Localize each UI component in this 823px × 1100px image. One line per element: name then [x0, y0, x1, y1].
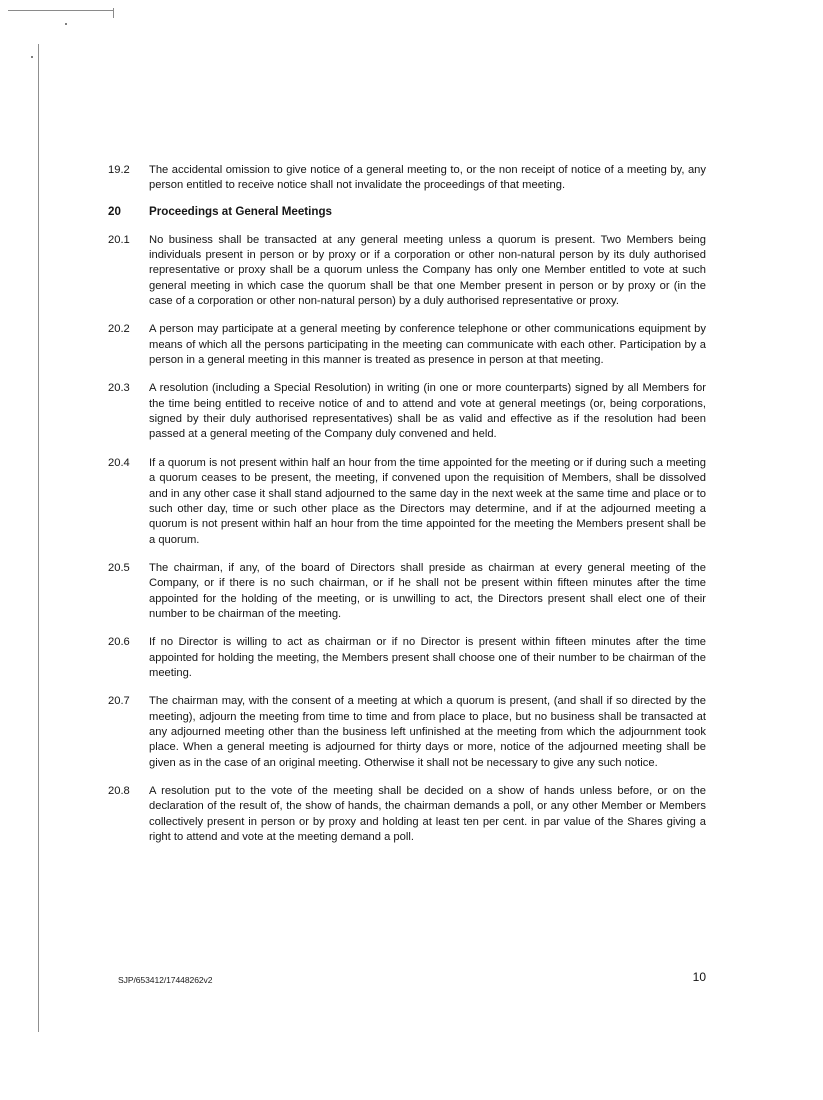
clause-text: The accidental omission to give notice of a general meeting to, or the non receipt of notice of a meeting by, any person entitled to receive notice shall not invalidate the proceedings of that meeting.: [149, 164, 706, 192]
clause-20-4: [108, 456, 706, 548]
scan-speck: [31, 56, 33, 58]
clause-number: 20.3: [108, 382, 130, 395]
section-title: Proceedings at General Meetings: [149, 204, 332, 218]
clause-text: If no Director is willing to act as chairman or if no Director is present within fifteen minutes after the time appointed for holding the meeting, the Members present shall choose one of their number to be chairman of the meeting.: [149, 636, 706, 679]
clause-text: A resolution (including a Special Resolution) in writing (in one or more counterparts) signed by all Members for the time being entitled to receive notice of and to attend and vote at general meetings (or, being corporations, signed by their duly authorised representatives) shall be as valid and effective as if the resolution had been passed at a general meeting of the Company duly convened and held.: [149, 382, 706, 441]
clause-text: No business shall be transacted at any general meeting unless a quorum is present. Two Members being individuals present in person or by proxy or if a corporation or other non-natural person by its duly authorised representative or proxy shall be a quorum unless the Company has only one Member entitled to vote at such general meeting in which case the quorum shall be that one Member present in person or by proxy or (in the case of a corporation or other non-natural person) by a duly authorised representative or proxy.: [149, 233, 706, 308]
clause-number: 19.2: [108, 164, 130, 176]
document-page: [108, 163, 706, 858]
clause-20-1: [108, 233, 706, 310]
clause-number: 20.2: [108, 323, 130, 336]
scan-edge-line: [8, 10, 114, 11]
clause-20-6: [108, 635, 706, 681]
clause-text: A resolution put to the vote of the meeting shall be decided on a show of hands unless before, or on the declaration of the result of, the show of hands, the chairman demands a poll, or any other Member or Members collectively present in person or by proxy and holding at least ten per cent. in par value of the Shares giving a right to attend and vote at the meeting demand a poll.: [149, 785, 706, 844]
page-number: 10: [692, 970, 706, 984]
clause-number: 20.5: [108, 561, 130, 574]
clause-20-8: [108, 784, 706, 845]
clause-text: The chairman may, with the consent of a meeting at which a quorum is present, (and shall if so directed by the meeting), adjourn the meeting from time to time and from place to place, but no business shall be transacted at any adjourned meeting other than the business left unfinished at the meeting from which the adjournment took place. When a general meeting is adjourned for thirty days or more, notice of the adjourned meeting shall be given as in the case of an original meeting. Otherwise it shall not be necessary to give any such notice.: [149, 695, 706, 769]
scan-speck: [65, 23, 67, 25]
clause-number: 20.1: [108, 233, 130, 246]
clause-number: 20.7: [108, 695, 130, 708]
clause-19-2: [108, 163, 706, 194]
clause-text: A person may participate at a general meeting by conference telephone or other communications equipment by means of which all the persons participating in the meeting can communicate with each other. Participation by a person in a general meeting in this manner is treated as presence in person at that meeting.: [149, 323, 706, 367]
clause-20-5: [108, 561, 706, 622]
scan-edge-tick: [113, 8, 114, 18]
clause-20-3: [108, 381, 706, 442]
section-heading: [108, 204, 706, 219]
clause-20-2: [108, 322, 706, 368]
scan-margin-line: [38, 44, 39, 1032]
clause-number: 20.6: [108, 636, 130, 649]
clause-text: If a quorum is not present within half an hour from the time appointed for the meeting or if during such a meeting a quorum ceases to be present, the meeting, if convened upon the requisition of Members, shall be dissolved and in any other case it shall stand adjourned to the same day in the next week at the same time and place or to such other day, time or such other place as the Directors may determine, and if at the adjourned meeting a quorum is not present within half an hour from the time appointed for the meeting the Members present shall be a quorum.: [149, 456, 706, 546]
section-number: 20: [108, 204, 121, 218]
document-reference: SJP/653412/17448262v2: [118, 975, 213, 985]
clause-number: 20.8: [108, 785, 130, 797]
clause-20-7: [108, 694, 706, 771]
clause-number: 20.4: [108, 456, 130, 469]
clause-text: The chairman, if any, of the board of Directors shall preside as chairman at every general meeting of the Company, or if there is no such chairman, or if he shall not be present within fifteen minutes after the time appointed for the holding of the meeting, or is unwilling to act, the Directors present shall elect one of their number to be chairman of the meeting.: [149, 561, 706, 620]
